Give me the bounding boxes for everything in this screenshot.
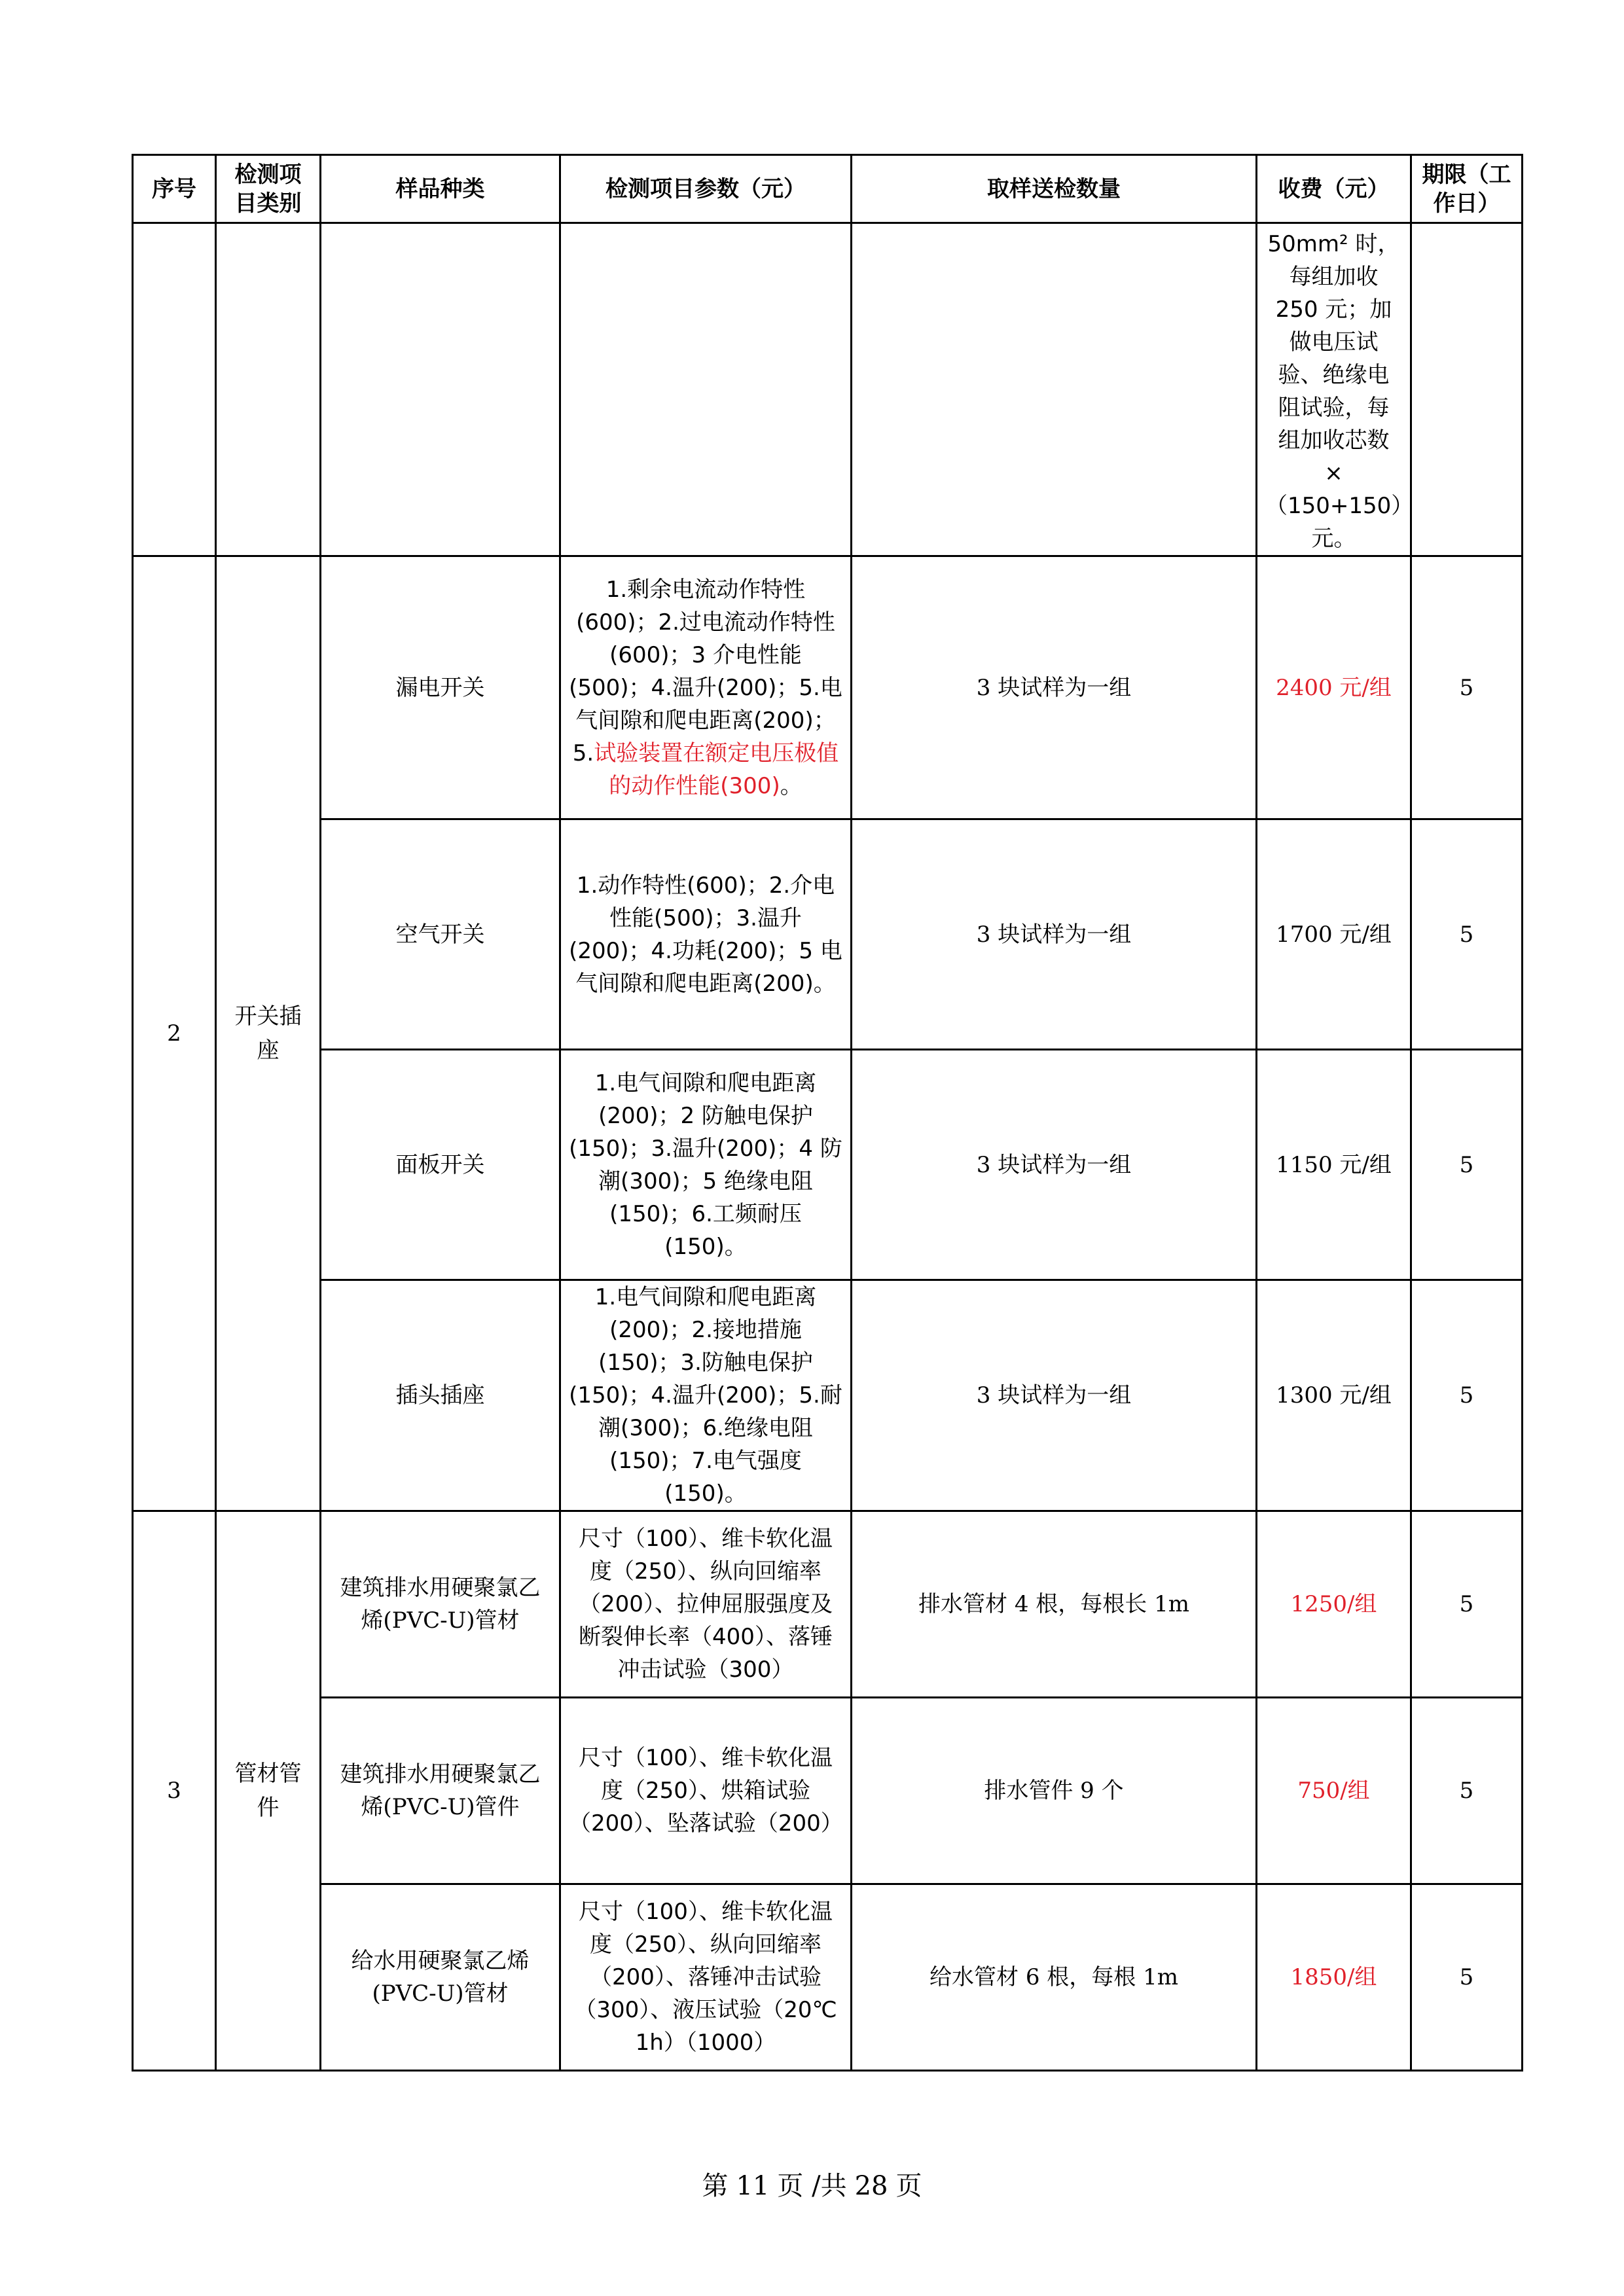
header-fee: 收费（元） <box>1257 155 1411 223</box>
quantity-cell: 给水管材 6 根，每根 1m <box>852 1884 1257 2071</box>
page-mid: 页 /共 <box>777 2171 847 2201</box>
quantity-cell: 3 块试样为一组 <box>852 819 1257 1050</box>
fee-continuation-cell <box>1257 223 1414 556</box>
fee-cell: 750/组 <box>1257 1698 1411 1884</box>
empty-cell <box>1411 223 1523 556</box>
table-row <box>133 1698 1523 1884</box>
quantity-cell: 排水管材 4 根，每根长 1m <box>852 1511 1257 1698</box>
table-row-continuation <box>133 223 1523 556</box>
quantity-cell: 3 块试样为一组 <box>852 1280 1257 1511</box>
period-cell: 5 <box>1411 1698 1523 1884</box>
empty-cell <box>216 223 321 556</box>
params-highlight: 试验装置在额定电压极值的动作性能(300) <box>594 740 839 799</box>
quantity-cell: 3 块试样为一组 <box>852 1050 1257 1280</box>
params-cell: 1.电气间隙和爬电距离(200)；2 防触电保护(150)；3.温升(200)；4 防潮(300)；5 绝缘电阻(150)；6.工频耐压(150)。 <box>560 1050 852 1280</box>
empty-cell <box>852 223 1257 556</box>
sample-cell: 给水用硬聚氯乙烯(PVC-U)管材 <box>321 1884 560 2071</box>
sample-cell: 建筑排水用硬聚氯乙烯(PVC-U)管件 <box>321 1698 560 1884</box>
empty-cell <box>133 223 216 556</box>
table-row <box>133 1280 1523 1511</box>
group-seq: 3 <box>133 1511 216 2071</box>
table-row <box>133 1884 1523 2071</box>
header-period: 期限（工作日） <box>1411 155 1523 223</box>
category-text: 开关插座 <box>234 1003 302 1064</box>
header-quantity: 取样送检数量 <box>852 155 1257 223</box>
group-category <box>216 556 321 1511</box>
header-category: 检测项目类别 <box>216 155 321 223</box>
params-tail: 。 <box>780 772 803 799</box>
fee-line: 阻试验，每 <box>1278 395 1390 421</box>
period-cell: 5 <box>1411 1884 1523 2071</box>
fee-cell: 1700 元/组 <box>1257 819 1411 1050</box>
params-cell: 尺寸（100）、维卡软化温度（250）、烘箱试验（200）、坠落试验（200） <box>560 1698 852 1884</box>
quantity-cell: 排水管件 9 个 <box>852 1698 1257 1884</box>
fee-cell: 2400 元/组 <box>1257 556 1411 819</box>
fee-line: 250 元；加 <box>1275 296 1392 323</box>
period-cell: 5 <box>1411 1511 1523 1698</box>
empty-cell <box>321 223 560 556</box>
header-sample: 样品种类 <box>321 155 560 223</box>
sample-cell: 空气开关 <box>321 819 560 1050</box>
sample-cell: 面板开关 <box>321 1050 560 1280</box>
fee-line: 50mm² 时， <box>1267 231 1400 257</box>
table-row <box>133 1050 1523 1280</box>
fee-line: × <box>1324 460 1343 486</box>
header-params: 检测项目参数（元） <box>560 155 852 223</box>
page-suffix: 页 <box>895 2171 922 2201</box>
table-row <box>133 1511 1523 1698</box>
group-seq: 2 <box>133 556 216 1511</box>
fee-cell: 1850/组 <box>1257 1884 1411 2071</box>
fee-cell: 1300 元/组 <box>1257 1280 1411 1511</box>
params-text: 1.剩余电流动作特性(600)；2.过电流动作特性(600)；3 介电性能(500)；4.温升(200)；5.电气间隙和爬电距离(200)；5. <box>569 576 842 766</box>
page-footer <box>0 2165 1624 2202</box>
fee-line: 每组加收 <box>1289 264 1379 290</box>
period-cell: 5 <box>1411 556 1523 819</box>
sample-cell: 插头插座 <box>321 1280 560 1511</box>
period-cell: 5 <box>1411 819 1523 1050</box>
fee-line: （150+150） <box>1265 493 1414 519</box>
category-text: 管材管件 <box>234 1761 302 1821</box>
page-number: 11 <box>736 2171 770 2201</box>
header-seq: 序号 <box>133 155 216 223</box>
params-cell: 1.动作特性(600)；2.介电性能(500)；3.温升(200)；4.功耗(200)；5 电气间隙和爬电距离(200)。 <box>560 819 852 1050</box>
table-row <box>133 819 1523 1050</box>
page-prefix: 第 <box>702 2171 729 2201</box>
fee-table <box>132 154 1523 2072</box>
fee-line: 做电压试 <box>1289 329 1379 355</box>
sample-cell: 建筑排水用硬聚氯乙烯(PVC-U)管材 <box>321 1511 560 1698</box>
group-category <box>216 1511 321 2071</box>
sample-cell: 漏电开关 <box>321 556 560 819</box>
period-cell: 5 <box>1411 1050 1523 1280</box>
fee-line: 元。 <box>1311 526 1356 552</box>
params-cell: 尺寸（100）、维卡软化温度（250）、纵向回缩率（200）、拉伸屈服强度及断裂伸长率（400）、落锤冲击试验（300） <box>560 1511 852 1698</box>
params-cell <box>560 556 852 819</box>
table-row <box>133 556 1523 819</box>
params-cell: 1.电气间隙和爬电距离(200)；2.接地措施(150)；3.防触电保护(150)；4.温升(200)；5.耐潮(300)；6.绝缘电阻(150)；7.电气强度(150)。 <box>560 1280 852 1511</box>
fee-line: 组加收芯数 <box>1278 427 1390 454</box>
params-cell: 尺寸（100）、维卡软化温度（250）、纵向回缩率（200）、落锤冲击试验（300）、液压试验（20℃ 1h）（1000） <box>560 1884 852 2071</box>
quantity-cell: 3 块试样为一组 <box>852 556 1257 819</box>
empty-cell <box>560 223 852 556</box>
period-cell: 5 <box>1411 1280 1523 1511</box>
fee-line: 验、绝缘电 <box>1278 362 1390 388</box>
header-row <box>133 155 1523 223</box>
fee-cell: 1250/组 <box>1257 1511 1411 1698</box>
fee-cell: 1150 元/组 <box>1257 1050 1411 1280</box>
page-total: 28 <box>854 2171 888 2201</box>
